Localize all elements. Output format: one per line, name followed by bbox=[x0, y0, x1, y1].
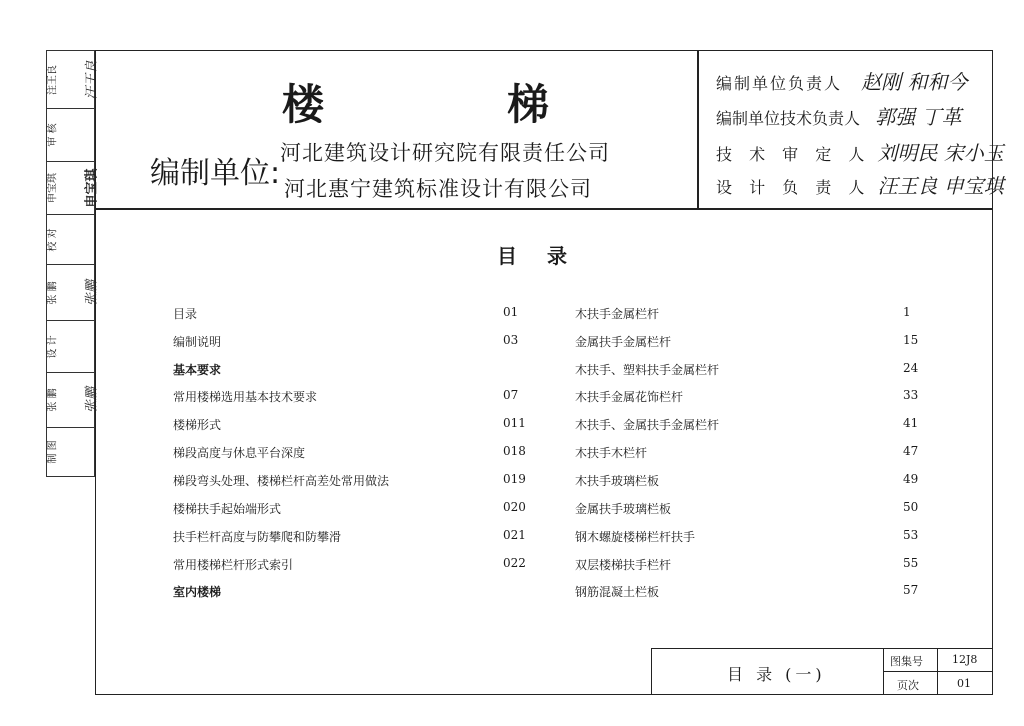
toc-left-item-8[interactable] bbox=[173, 528, 341, 545]
toc-right-item-0[interactable] bbox=[575, 305, 659, 322]
side-cell-2 bbox=[47, 162, 100, 215]
toc-left-page-0: 01 bbox=[503, 305, 519, 319]
org-name-2: 河北惠宁建筑标准设计有限公司 bbox=[284, 177, 592, 201]
toc-item-text: 常用楼梯栏杆形式索引 bbox=[173, 558, 294, 572]
toc-item-text: 常用楼梯选用基本技术要求 bbox=[173, 390, 318, 404]
toc-left-page-8: 021 bbox=[503, 528, 526, 542]
toc-left-page-7: 020 bbox=[503, 500, 526, 514]
toc-left-item-6[interactable] bbox=[173, 472, 389, 489]
toc-right-item-10[interactable] bbox=[575, 583, 659, 600]
toc-left-section-2 bbox=[173, 361, 221, 378]
approval-side-column bbox=[46, 50, 100, 477]
toc-right-item-3[interactable] bbox=[575, 388, 683, 405]
title-left-char: 楼 bbox=[282, 80, 327, 129]
toc-left-item-9[interactable] bbox=[173, 556, 293, 573]
title-right-char: 梯 bbox=[507, 80, 552, 129]
page-number-label: 页次 bbox=[897, 679, 919, 692]
toc-item-text: 木扶手玻璃栏板 bbox=[575, 474, 660, 488]
toc-item-text: 梯段高度与休息平台深度 bbox=[173, 446, 306, 460]
side-label: 张 鹏 bbox=[47, 388, 59, 412]
header-divider bbox=[95, 208, 993, 210]
toc-item-text: 扶手栏杆高度与防攀爬和防攀滑 bbox=[173, 530, 342, 544]
responsible-signature: 赵刚 和和今 bbox=[861, 70, 968, 94]
toc-item-text: 目录 bbox=[173, 307, 198, 321]
toc-item-text: 木扶手金属花饰栏杆 bbox=[575, 390, 684, 404]
toc-item-text: 金属扶手金属栏杆 bbox=[575, 335, 672, 349]
side-cell-7 bbox=[47, 428, 94, 476]
toc-right-item-4[interactable] bbox=[575, 416, 719, 433]
toc-right-page-5: 47 bbox=[903, 444, 919, 458]
side-label: 设 计 bbox=[47, 334, 59, 359]
toc-title: 目录 bbox=[497, 244, 597, 268]
side-label: 申宝琪 bbox=[47, 173, 59, 203]
responsible-role: 设 计 负 责 人 bbox=[716, 178, 871, 197]
toc-right-item-1[interactable] bbox=[575, 333, 671, 350]
responsible-signature: 汪王良 申宝琪 bbox=[877, 174, 1004, 198]
toc-item-text: 木扶手、金属扶手金属栏杆 bbox=[575, 418, 720, 432]
side-cell-6 bbox=[47, 373, 100, 428]
toc-right-item-6[interactable] bbox=[575, 472, 659, 489]
responsible-signature: 刘明民 宋小玉 bbox=[877, 141, 1004, 165]
toc-right-page-2: 24 bbox=[903, 361, 919, 375]
side-cell-3 bbox=[47, 215, 94, 265]
toc-right-page-8: 53 bbox=[903, 528, 919, 542]
side-label: 校 对 bbox=[47, 227, 59, 252]
toc-section-text: 室内楼梯 bbox=[173, 585, 222, 599]
toc-right-page-3: 33 bbox=[903, 388, 919, 402]
toc-item-text: 钢筋混凝土栏板 bbox=[575, 585, 660, 599]
toc-right-page-6: 49 bbox=[903, 472, 919, 486]
toc-right-page-10: 57 bbox=[903, 583, 919, 597]
toc-left-item-3[interactable] bbox=[173, 388, 317, 405]
responsible-row-1 bbox=[716, 101, 961, 130]
toc-right-page-4: 41 bbox=[903, 416, 919, 430]
responsible-row-0 bbox=[716, 66, 967, 95]
toc-item-text: 双层楼梯扶手栏杆 bbox=[575, 558, 672, 572]
toc-item-text: 编制说明 bbox=[173, 335, 222, 349]
side-label: 注王良 bbox=[47, 64, 59, 95]
toc-item-text: 楼梯扶手起始端形式 bbox=[173, 502, 282, 516]
responsible-row-2 bbox=[716, 137, 1004, 166]
toc-item-text: 木扶手、塑料扶手金属栏杆 bbox=[575, 363, 720, 377]
side-signature: 申宝琪 bbox=[84, 168, 100, 208]
page-number-value: 01 bbox=[957, 677, 971, 690]
side-label: 审 核 bbox=[47, 123, 59, 147]
toc-left-item-4[interactable] bbox=[173, 416, 221, 433]
toc-item-text: 木扶手木栏杆 bbox=[575, 446, 648, 460]
toc-left-item-1[interactable] bbox=[173, 333, 221, 350]
toc-item-text: 钢木螺旋楼梯栏杆扶手 bbox=[575, 530, 696, 544]
toc-left-page-4: 011 bbox=[503, 416, 526, 430]
responsible-signature: 郭强 丁革 bbox=[875, 105, 962, 129]
responsible-row-3 bbox=[716, 170, 1004, 199]
atlas-number-label: 图集号 bbox=[890, 655, 923, 668]
toc-left-page-1: 03 bbox=[503, 333, 519, 347]
responsible-role: 编制单位负责人 bbox=[716, 74, 843, 93]
side-cell-1 bbox=[47, 109, 94, 162]
toc-item-text: 梯段弯头处理、楼梯栏杆高差处常用做法 bbox=[173, 474, 390, 488]
toc-left-item-5[interactable] bbox=[173, 444, 305, 461]
side-label: 张 鹏 bbox=[47, 280, 59, 305]
toc-item-text: 木扶手金属栏杆 bbox=[575, 307, 660, 321]
toc-right-page-9: 55 bbox=[903, 556, 919, 570]
toc-left-item-0[interactable] bbox=[173, 305, 197, 322]
header-vertical-divider bbox=[697, 50, 699, 208]
side-cell-0 bbox=[47, 51, 100, 109]
toc-left-item-7[interactable] bbox=[173, 500, 281, 517]
side-signature: 张鹏 bbox=[84, 386, 100, 414]
toc-section-text: 基本要求 bbox=[173, 363, 222, 377]
side-cell-5 bbox=[47, 321, 94, 373]
toc-item-text: 金属扶手玻璃栏板 bbox=[575, 502, 672, 516]
toc-right-page-1: 15 bbox=[903, 333, 919, 347]
toc-right-item-7[interactable] bbox=[575, 500, 671, 517]
toc-item-text: 楼梯形式 bbox=[173, 418, 222, 432]
atlas-number-value: 12J8 bbox=[952, 653, 978, 666]
toc-right-page-7: 50 bbox=[903, 500, 919, 514]
toc-right-item-9[interactable] bbox=[575, 556, 671, 573]
toc-left-section-10 bbox=[173, 583, 221, 600]
toc-left-page-5: 018 bbox=[503, 444, 526, 458]
side-cell-4 bbox=[47, 265, 100, 321]
side-label: 制 图 bbox=[47, 440, 59, 464]
toc-right-item-5[interactable] bbox=[575, 444, 647, 461]
toc-right-page-0: 1 bbox=[903, 305, 911, 319]
sheet-title: 目 录 (一) bbox=[727, 665, 826, 684]
toc-right-item-2[interactable] bbox=[575, 361, 719, 378]
responsible-role: 编制单位技术负责人 bbox=[716, 109, 861, 128]
side-signature: 张鹏 bbox=[84, 279, 100, 306]
side-signature: 汪王良 bbox=[84, 59, 100, 100]
toc-left-page-9: 022 bbox=[503, 556, 526, 570]
toc-left-page-6: 019 bbox=[503, 472, 526, 486]
org-label: 编制单位: bbox=[150, 156, 281, 191]
title-block-row-divider bbox=[883, 671, 993, 672]
toc-right-item-8[interactable] bbox=[575, 528, 695, 545]
org-name-1: 河北建筑设计研究院有限责任公司 bbox=[280, 141, 610, 165]
responsible-role: 技 术 审 定 人 bbox=[716, 145, 871, 164]
toc-left-page-3: 07 bbox=[503, 388, 519, 402]
